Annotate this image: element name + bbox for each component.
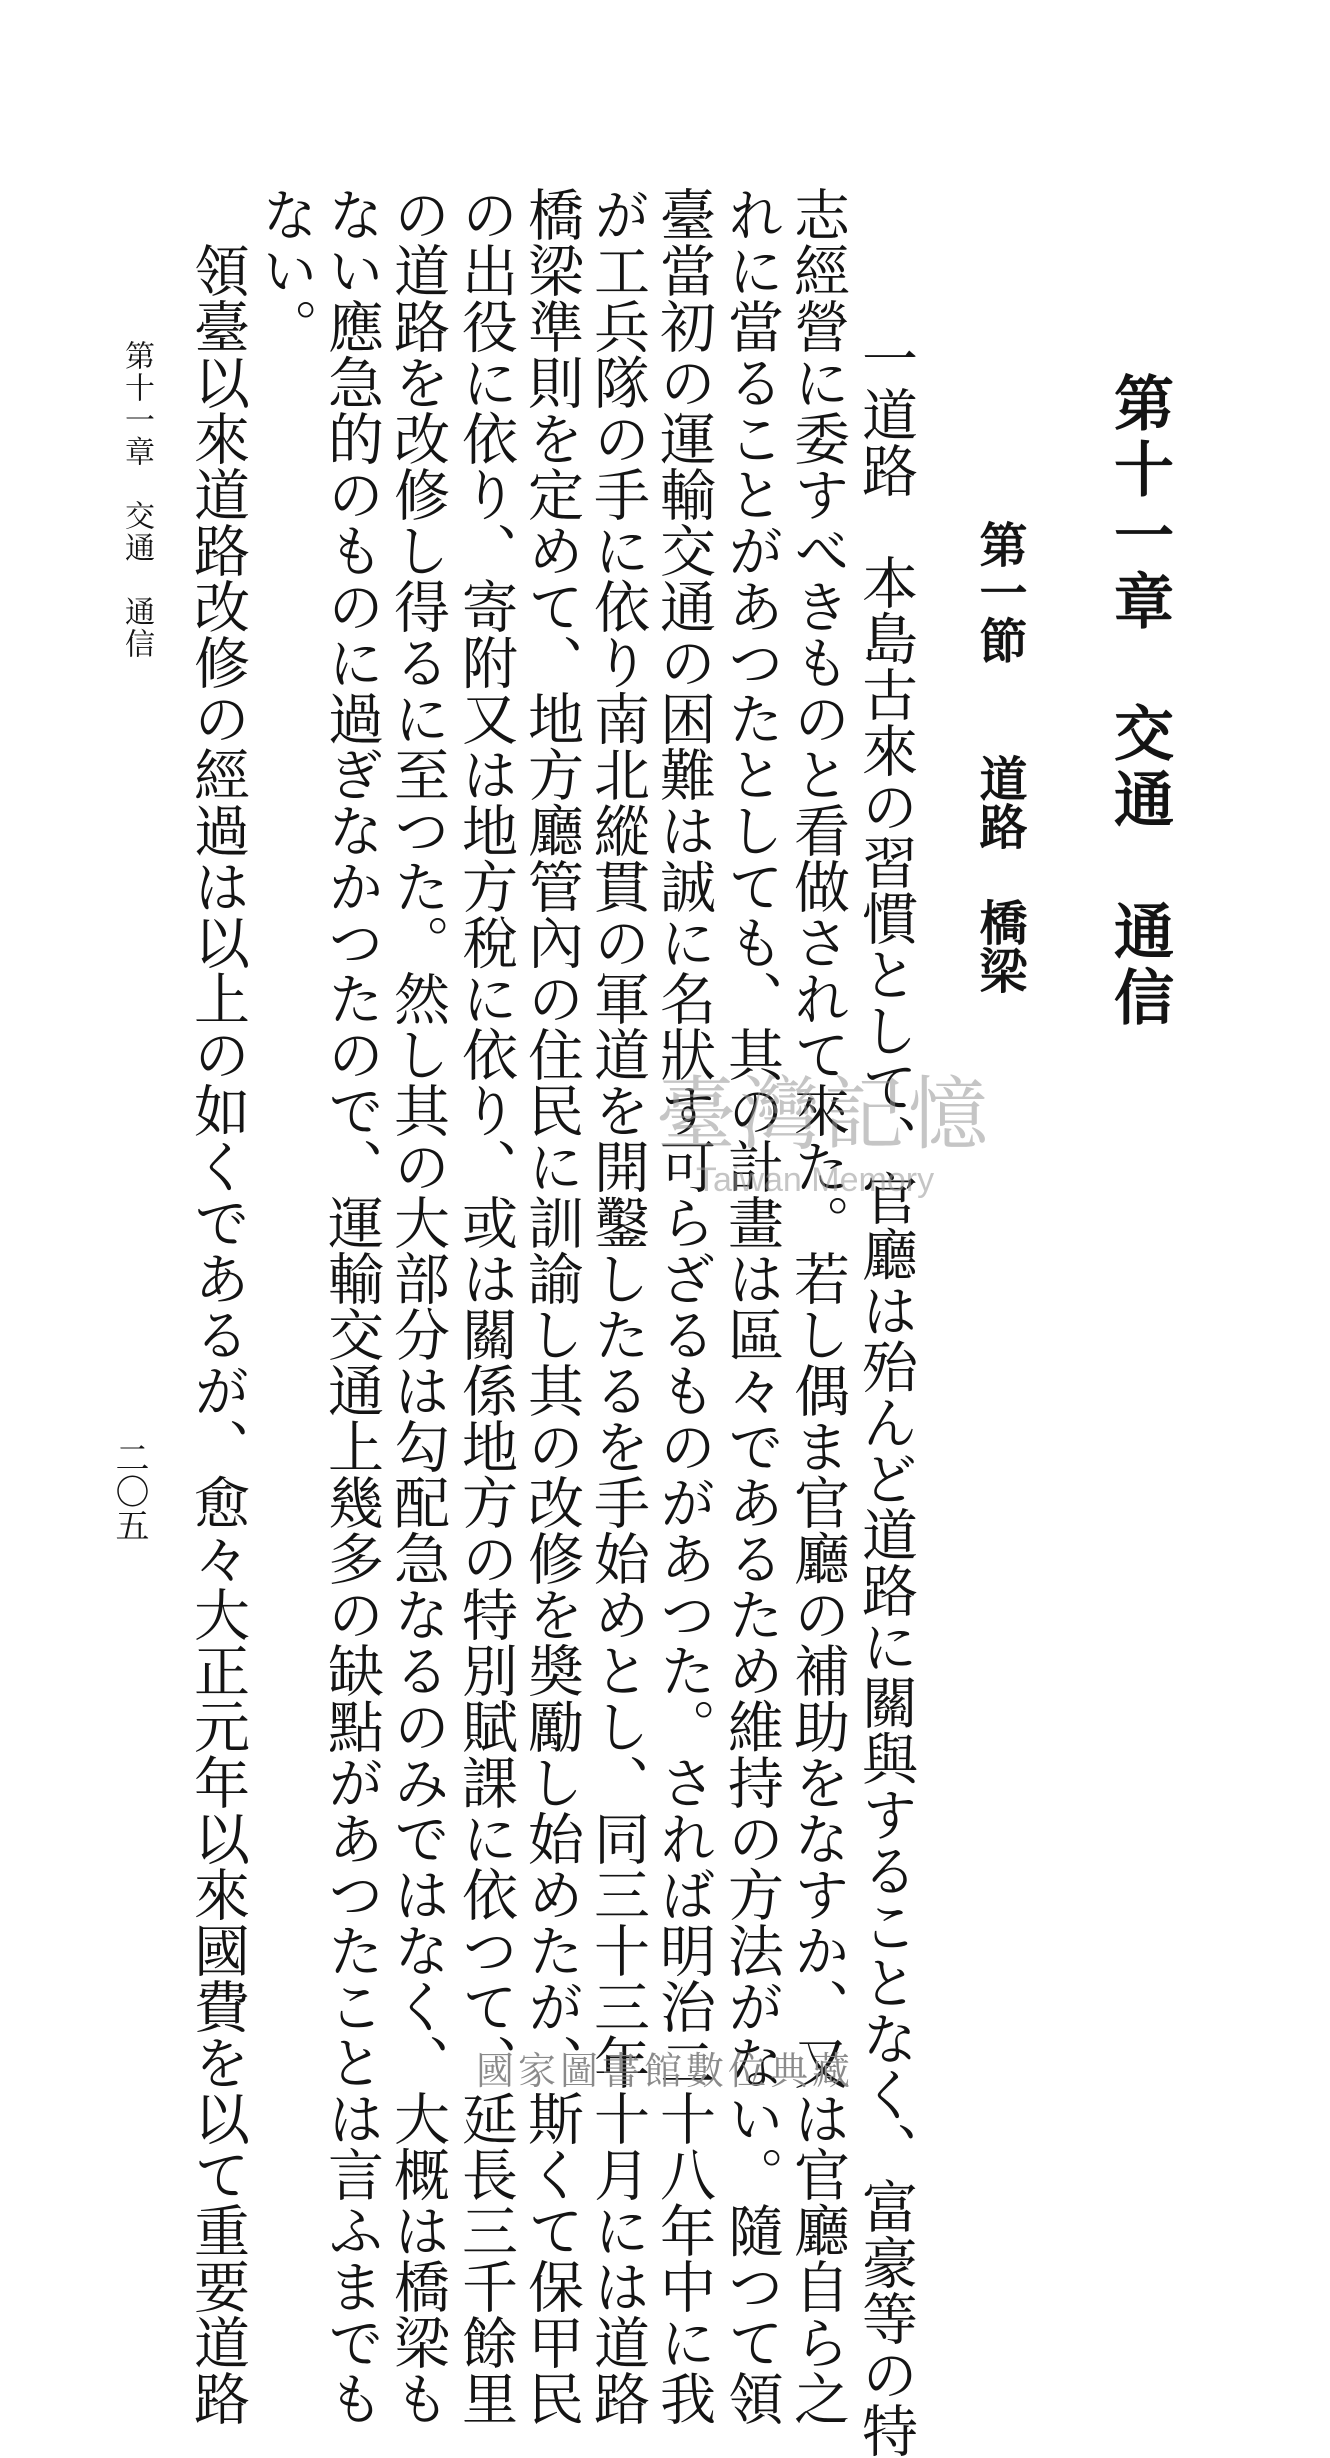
body-column-9: ない應急的のものに過ぎなかつたので、運輸交通上幾多の缺點があつたことは言ふまでも (319, 186, 384, 2426)
section-title: 道路 橋梁 (971, 754, 1027, 994)
chapter-title: 第十一章 交通 通信 (1104, 372, 1174, 1032)
body-column-7: の出役に依り、寄附又は地方稅に依り、或は關係地方の特別賦課に依つて、延長三千餘里 (453, 186, 518, 2426)
body-column-1: 一道路 本島古來の習慣として、官廳は殆んど道路に關與することなく、富豪等の特 (853, 330, 918, 2458)
watermark-main: 臺灣記憶 (656, 1068, 992, 1161)
watermark-logo (656, 1050, 992, 1200)
body-column-8: の道路を改修し得るに至つた。然し其の大部分は勾配急なるのみではなく、大概は橋梁も (385, 186, 450, 2426)
body-column-2: 志經營に委すべきものと看做されて來た。若し偶ま官廳の補助をなすか、又は官廳自ら之 (785, 186, 850, 2426)
body-column-6: 橋梁準則を定めて、地方廳管內の住民に訓諭し其の改修を奬勵し始めたが、斯くて保甲民 (519, 186, 584, 2426)
page-number: 二〇五 (109, 1440, 149, 1542)
body-column-10: ない。 (253, 186, 318, 354)
body-column-4: 臺當初の運輸交通の困難は誠に名狀す可らざるものがあつた。されば明治二十八年中に我 (651, 186, 716, 2426)
section-number: 第一節 (971, 520, 1027, 664)
running-head: 第十一章 交通 通信 (119, 340, 154, 660)
footer-credit: 國家圖書館數位典藏 (475, 2049, 854, 2093)
section-heading (965, 520, 1034, 994)
body-column-3: れに當ることがあつたとしても、其の計畫は區々であるため維持の方法がない。隨つて領 (719, 186, 784, 2426)
body-column-11: 領臺以來道路改修の經過は以上の如くであるが、愈々大正元年以來國費を以て重要道路 (185, 242, 250, 2426)
body-column-5: が工兵隊の手に依り南北縱貫の軍道を開鑿したるを手始めとし、同三十三年十月には道路 (585, 186, 650, 2426)
watermark-sub: Taiwan Memory (696, 1161, 935, 1199)
